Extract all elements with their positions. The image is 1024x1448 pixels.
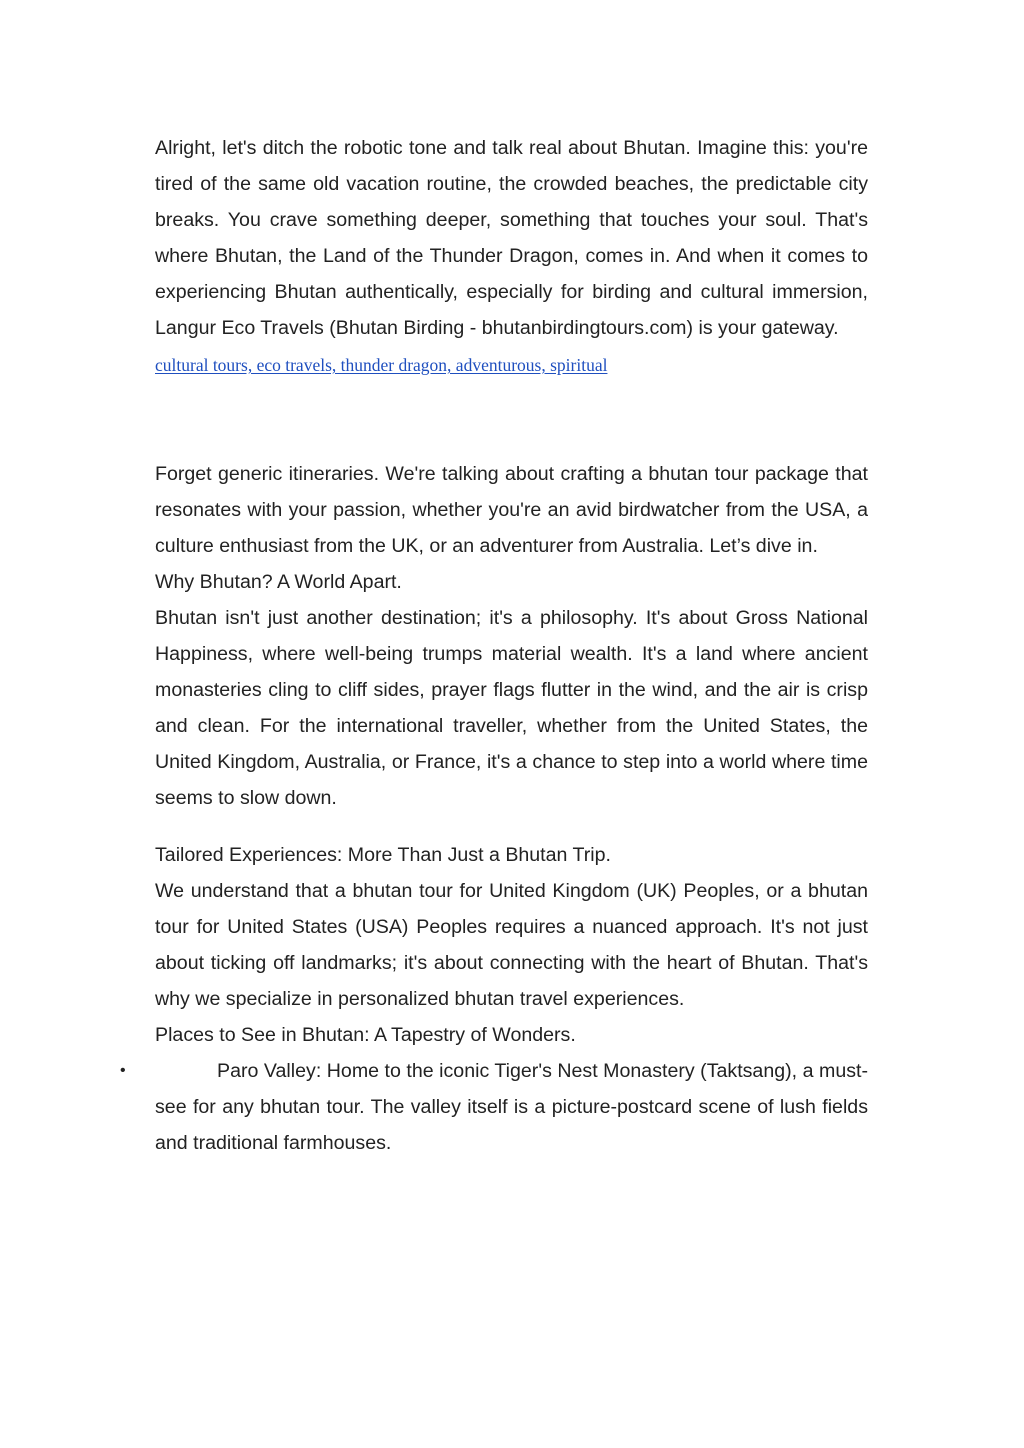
paragraph-itineraries: Forget generic itineraries. We're talking about crafting a bhutan tour package that resonates with your passion, whether you're an avid birdwatcher from the USA, a culture enthusiast from the UK, or an adventurer from Australia. Let’s dive in. (155, 463, 868, 557)
heading-why-bhutan: Why Bhutan? A World Apart. (155, 571, 402, 593)
list-item (120, 1053, 868, 1161)
spacer (155, 816, 868, 837)
list-item-text: Paro Valley: Home to the iconic Tiger's Nest Monastery (Taktsang), a must-see for any bhutan tour. The valley itself is a picture-postcard scene of lush fields and traditional farmhouses. (155, 1060, 868, 1154)
bullet-icon: • (120, 1062, 126, 1079)
tags-link[interactable]: cultural tours, eco travels, thunder dragon, adventurous, spiritual (155, 355, 608, 375)
intro-paragraph: Alright, let's ditch the robotic tone and talk real about Bhutan. Imagine this: you're tired of the same old vacation routine, the crowded beaches, the predictable city breaks. You crave something deeper, something that touches your soul. That's where Bhutan, the Land of the Thunder Dragon, comes in. And when it comes to experiencing Bhutan authentically, especially for birding and cultural immersion, Langur Eco Travels (Bhutan Birding - bhutanbirdingtours.com) is your gateway. (155, 137, 868, 339)
heading-places-to-see: Places to See in Bhutan: A Tapestry of Wonders. (155, 1024, 576, 1046)
paragraph-philosophy: Bhutan isn't just another destination; it's a philosophy. It's about Gross National Happiness, where well-being trumps material wealth. It's a land where ancient monasteries cling to cliff sides, prayer flags flutter in the wind, and the air is crisp and clean. For the international traveller, whether from the United States, the United Kingdom, Australia, or France, it's a chance to step into a world where time seems to slow down. (155, 607, 868, 809)
document-page (120, 130, 868, 1161)
spacer (155, 377, 868, 456)
heading-tailored-experiences: Tailored Experiences: More Than Just a Bhutan Trip. (155, 844, 611, 866)
paragraph-tailored: We understand that a bhutan tour for United Kingdom (UK) Peoples, or a bhutan tour for United States (USA) Peoples requires a nuanced approach. It's not just about ticking off landmarks; it's about connecting with the heart of Bhutan. That's why we specialize in personalized bhutan travel experiences. (155, 880, 868, 1010)
